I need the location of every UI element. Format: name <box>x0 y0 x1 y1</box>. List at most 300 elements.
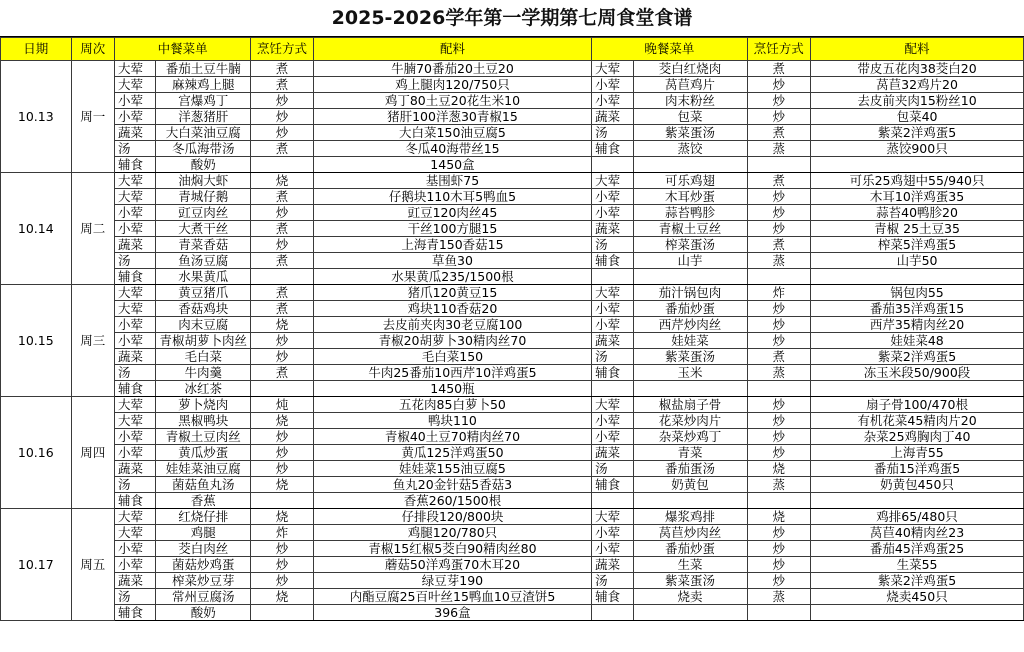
table-row <box>1 333 1024 349</box>
lunch-category-cell: 汤 <box>114 365 155 381</box>
dinner-dish-cell: 生菜 <box>633 557 747 573</box>
dinner-method-cell <box>747 493 811 509</box>
dinner-category-cell: 小荤 <box>592 429 633 445</box>
dinner-ingredients-cell: 莴苣32鸡片20 <box>811 77 1024 93</box>
lunch-category-cell: 小荤 <box>114 333 155 349</box>
lunch-method-cell <box>251 605 314 621</box>
dinner-ingredients-cell: 木耳10洋鸡蛋35 <box>811 189 1024 205</box>
lunch-ingredients-cell: 草鱼30 <box>313 253 591 269</box>
lunch-ingredients-cell: 鸭块110 <box>313 413 591 429</box>
lunch-dish-cell: 红烧仔排 <box>156 509 251 525</box>
dinner-ingredients-cell: 西芹35精肉丝20 <box>811 317 1024 333</box>
dinner-dish-cell: 木耳炒蛋 <box>633 189 747 205</box>
dinner-method-cell: 烧 <box>747 509 811 525</box>
dinner-category-cell: 小荤 <box>592 541 633 557</box>
dinner-ingredients-cell: 紫菜2洋鸡蛋5 <box>811 349 1024 365</box>
table-row <box>1 365 1024 381</box>
dinner-category-cell <box>592 157 633 173</box>
dinner-method-cell: 炒 <box>747 301 811 317</box>
lunch-ingredients-cell: 1450盒 <box>313 157 591 173</box>
lunch-dish-cell: 菌菇鱼丸汤 <box>156 477 251 493</box>
dinner-category-cell: 蔬菜 <box>592 221 633 237</box>
dinner-method-cell: 蒸 <box>747 477 811 493</box>
header-lunch-method: 烹饪方式 <box>251 38 314 61</box>
weekday-cell: 周四 <box>71 397 114 509</box>
dinner-method-cell: 炒 <box>747 429 811 445</box>
dinner-dish-cell: 爆浆鸡排 <box>633 509 747 525</box>
lunch-method-cell: 烧 <box>251 173 314 189</box>
lunch-dish-cell: 冬瓜海带汤 <box>156 141 251 157</box>
lunch-ingredients-cell: 基围虾75 <box>313 173 591 189</box>
lunch-ingredients-cell: 蘑菇50洋鸡蛋70木耳20 <box>313 557 591 573</box>
lunch-category-cell: 大荤 <box>114 397 155 413</box>
lunch-ingredients-cell: 鸡块110香菇20 <box>313 301 591 317</box>
lunch-ingredients-cell: 娃娃菜155油豆腐5 <box>313 461 591 477</box>
lunch-ingredients-cell: 毛白菜150 <box>313 349 591 365</box>
dinner-method-cell: 炒 <box>747 397 811 413</box>
dinner-method-cell: 炒 <box>747 333 811 349</box>
dinner-ingredients-cell: 生菜55 <box>811 557 1024 573</box>
dinner-ingredients-cell: 冻玉米段50/900段 <box>811 365 1024 381</box>
lunch-method-cell: 炒 <box>251 445 314 461</box>
dinner-category-cell: 蔬菜 <box>592 109 633 125</box>
lunch-dish-cell: 常州豆腐汤 <box>156 589 251 605</box>
dinner-dish-cell: 西芹炒肉丝 <box>633 317 747 333</box>
lunch-dish-cell: 麻辣鸡上腿 <box>156 77 251 93</box>
lunch-category-cell: 小荤 <box>114 541 155 557</box>
lunch-method-cell: 煮 <box>251 285 314 301</box>
dinner-category-cell: 小荤 <box>592 77 633 93</box>
lunch-method-cell: 炒 <box>251 333 314 349</box>
lunch-category-cell: 汤 <box>114 141 155 157</box>
lunch-category-cell: 蔬菜 <box>114 349 155 365</box>
table-row <box>1 605 1024 621</box>
dinner-method-cell: 煮 <box>747 125 811 141</box>
lunch-method-cell: 煮 <box>251 301 314 317</box>
lunch-method-cell <box>251 493 314 509</box>
header-week: 周次 <box>71 38 114 61</box>
table-row <box>1 445 1024 461</box>
lunch-dish-cell: 水果黄瓜 <box>156 269 251 285</box>
lunch-ingredients-cell: 黄瓜125洋鸡蛋50 <box>313 445 591 461</box>
table-row <box>1 493 1024 509</box>
dinner-ingredients-cell: 榨菜5洋鸡蛋5 <box>811 237 1024 253</box>
dinner-ingredients-cell: 紫菜2洋鸡蛋5 <box>811 125 1024 141</box>
lunch-method-cell: 煮 <box>251 189 314 205</box>
dinner-ingredients-cell <box>811 157 1024 173</box>
header-row <box>1 38 1024 61</box>
lunch-category-cell: 辅食 <box>114 605 155 621</box>
dinner-method-cell: 炒 <box>747 189 811 205</box>
dinner-dish-cell: 花菜炒肉片 <box>633 413 747 429</box>
dinner-ingredients-cell: 紫菜2洋鸡蛋5 <box>811 573 1024 589</box>
dinner-dish-cell: 茭白红烧肉 <box>633 61 747 77</box>
dinner-category-cell: 辅食 <box>592 141 633 157</box>
menu-body <box>1 61 1024 621</box>
dinner-ingredients-cell: 山芋50 <box>811 253 1024 269</box>
dinner-dish-cell: 蒸饺 <box>633 141 747 157</box>
lunch-category-cell: 蔬菜 <box>114 125 155 141</box>
table-row <box>1 349 1024 365</box>
dinner-method-cell: 蒸 <box>747 365 811 381</box>
dinner-ingredients-cell: 烧卖450只 <box>811 589 1024 605</box>
lunch-method-cell <box>251 269 314 285</box>
lunch-method-cell: 煮 <box>251 365 314 381</box>
lunch-ingredients-cell: 青椒15红椒5茭白90精肉丝80 <box>313 541 591 557</box>
dinner-method-cell: 煮 <box>747 61 811 77</box>
table-row <box>1 205 1024 221</box>
lunch-method-cell: 炒 <box>251 125 314 141</box>
table-row <box>1 525 1024 541</box>
weekday-cell: 周三 <box>71 285 114 397</box>
lunch-category-cell: 汤 <box>114 477 155 493</box>
date-cell: 10.17 <box>1 509 72 621</box>
lunch-ingredients-cell: 内酯豆腐25百叶丝15鸭血10豆渣饼5 <box>313 589 591 605</box>
lunch-category-cell: 小荤 <box>114 445 155 461</box>
dinner-category-cell: 辅食 <box>592 365 633 381</box>
dinner-ingredients-cell: 番茄45洋鸡蛋25 <box>811 541 1024 557</box>
dinner-dish-cell: 山芋 <box>633 253 747 269</box>
dinner-method-cell: 炒 <box>747 205 811 221</box>
lunch-dish-cell: 香蕉 <box>156 493 251 509</box>
lunch-category-cell: 大荤 <box>114 61 155 77</box>
table-row <box>1 317 1024 333</box>
dinner-category-cell <box>592 493 633 509</box>
dinner-category-cell: 大荤 <box>592 509 633 525</box>
dinner-ingredients-cell: 可乐25鸡翅中55/940只 <box>811 173 1024 189</box>
lunch-method-cell: 炒 <box>251 93 314 109</box>
dinner-category-cell: 大荤 <box>592 285 633 301</box>
dinner-dish-cell <box>633 157 747 173</box>
lunch-dish-cell: 酸奶 <box>156 605 251 621</box>
dinner-category-cell: 蔬菜 <box>592 445 633 461</box>
lunch-method-cell: 炒 <box>251 205 314 221</box>
lunch-dish-cell: 黑椒鸭块 <box>156 413 251 429</box>
dinner-category-cell <box>592 605 633 621</box>
lunch-method-cell: 炒 <box>251 237 314 253</box>
dinner-method-cell: 蒸 <box>747 589 811 605</box>
lunch-method-cell: 煮 <box>251 221 314 237</box>
table-row <box>1 61 1024 77</box>
dinner-method-cell: 蒸 <box>747 141 811 157</box>
lunch-method-cell: 炒 <box>251 541 314 557</box>
dinner-category-cell: 汤 <box>592 125 633 141</box>
weekday-cell: 周二 <box>71 173 114 285</box>
lunch-method-cell <box>251 157 314 173</box>
lunch-ingredients-cell: 绿豆芽190 <box>313 573 591 589</box>
lunch-category-cell: 小荤 <box>114 317 155 333</box>
lunch-dish-cell: 青椒土豆肉丝 <box>156 429 251 445</box>
dinner-method-cell: 炒 <box>747 557 811 573</box>
lunch-dish-cell: 大煮干丝 <box>156 221 251 237</box>
table-row <box>1 509 1024 525</box>
lunch-dish-cell: 黄豆猪爪 <box>156 285 251 301</box>
dinner-ingredients-cell: 蒸饺900只 <box>811 141 1024 157</box>
dinner-category-cell: 辅食 <box>592 589 633 605</box>
date-cell: 10.16 <box>1 397 72 509</box>
lunch-dish-cell: 酸奶 <box>156 157 251 173</box>
lunch-dish-cell: 青菜香菇 <box>156 237 251 253</box>
lunch-category-cell: 大荤 <box>114 413 155 429</box>
lunch-dish-cell: 鱼汤豆腐 <box>156 253 251 269</box>
lunch-dish-cell: 青椒胡萝卜肉丝 <box>156 333 251 349</box>
dinner-ingredients-cell: 杂菜25鸡胸肉丁40 <box>811 429 1024 445</box>
date-cell: 10.15 <box>1 285 72 397</box>
lunch-category-cell: 大荤 <box>114 301 155 317</box>
table-row <box>1 189 1024 205</box>
lunch-category-cell: 辅食 <box>114 381 155 397</box>
dinner-ingredients-cell: 莴苣40精肉丝23 <box>811 525 1024 541</box>
dinner-method-cell <box>747 381 811 397</box>
lunch-category-cell: 辅食 <box>114 493 155 509</box>
table-row <box>1 589 1024 605</box>
dinner-category-cell: 辅食 <box>592 253 633 269</box>
date-cell: 10.14 <box>1 173 72 285</box>
lunch-method-cell: 煮 <box>251 141 314 157</box>
dinner-dish-cell: 烧卖 <box>633 589 747 605</box>
dinner-category-cell: 汤 <box>592 461 633 477</box>
lunch-method-cell: 炒 <box>251 109 314 125</box>
lunch-dish-cell: 洋葱猪肝 <box>156 109 251 125</box>
lunch-method-cell: 炒 <box>251 349 314 365</box>
dinner-category-cell <box>592 381 633 397</box>
lunch-method-cell: 炒 <box>251 429 314 445</box>
lunch-dish-cell: 茭白肉丝 <box>156 541 251 557</box>
lunch-category-cell: 小荤 <box>114 205 155 221</box>
lunch-category-cell: 小荤 <box>114 221 155 237</box>
weekday-cell: 周五 <box>71 509 114 621</box>
lunch-ingredients-cell: 上海青150香菇15 <box>313 237 591 253</box>
lunch-method-cell: 炒 <box>251 573 314 589</box>
dinner-ingredients-cell: 有机花菜45精肉片20 <box>811 413 1024 429</box>
table-row <box>1 173 1024 189</box>
dinner-category-cell: 小荤 <box>592 317 633 333</box>
header-dinner-menu: 晚餐菜单 <box>592 38 747 61</box>
lunch-category-cell: 蔬菜 <box>114 237 155 253</box>
dinner-method-cell <box>747 605 811 621</box>
dinner-dish-cell: 杂菜炒鸡丁 <box>633 429 747 445</box>
lunch-method-cell: 炸 <box>251 525 314 541</box>
dinner-method-cell: 炒 <box>747 541 811 557</box>
dinner-method-cell: 炒 <box>747 525 811 541</box>
lunch-category-cell: 汤 <box>114 589 155 605</box>
dinner-dish-cell: 蒜苔鸭胗 <box>633 205 747 221</box>
dinner-category-cell: 小荤 <box>592 93 633 109</box>
dinner-category-cell: 蔬菜 <box>592 557 633 573</box>
lunch-ingredients-cell: 猪爪120黄豆15 <box>313 285 591 301</box>
lunch-ingredients-cell: 五花肉85白萝卜50 <box>313 397 591 413</box>
lunch-category-cell: 小荤 <box>114 93 155 109</box>
table-row <box>1 413 1024 429</box>
dinner-category-cell: 小荤 <box>592 413 633 429</box>
header-lunch-ingredients: 配料 <box>313 38 591 61</box>
dinner-dish-cell <box>633 269 747 285</box>
lunch-category-cell: 大荤 <box>114 509 155 525</box>
table-row <box>1 429 1024 445</box>
table-row <box>1 461 1024 477</box>
lunch-ingredients-cell: 鱼丸20金针菇5香菇3 <box>313 477 591 493</box>
dinner-ingredients-cell <box>811 269 1024 285</box>
lunch-method-cell: 炒 <box>251 557 314 573</box>
dinner-ingredients-cell: 奶黄包450只 <box>811 477 1024 493</box>
lunch-method-cell <box>251 381 314 397</box>
table-row <box>1 141 1024 157</box>
lunch-ingredients-cell: 豇豆120肉丝45 <box>313 205 591 221</box>
table-row <box>1 253 1024 269</box>
dinner-dish-cell <box>633 381 747 397</box>
lunch-dish-cell: 番茄土豆牛腩 <box>156 61 251 77</box>
lunch-ingredients-cell: 鸡上腿肉120/750只 <box>313 77 591 93</box>
dinner-category-cell: 蔬菜 <box>592 333 633 349</box>
lunch-ingredients-cell: 牛腩70番茄20土豆20 <box>313 61 591 77</box>
lunch-category-cell: 大荤 <box>114 285 155 301</box>
lunch-ingredients-cell: 猪肝100洋葱30青椒15 <box>313 109 591 125</box>
dinner-method-cell: 炒 <box>747 317 811 333</box>
dinner-ingredients-cell <box>811 605 1024 621</box>
table-row <box>1 269 1024 285</box>
lunch-method-cell: 煮 <box>251 61 314 77</box>
lunch-category-cell: 大荤 <box>114 525 155 541</box>
dinner-method-cell: 煮 <box>747 237 811 253</box>
lunch-dish-cell: 豇豆肉丝 <box>156 205 251 221</box>
dinner-ingredients-cell: 去皮前夹肉15粉丝10 <box>811 93 1024 109</box>
lunch-method-cell: 炖 <box>251 397 314 413</box>
lunch-method-cell: 煮 <box>251 253 314 269</box>
dinner-ingredients-cell: 番茄35洋鸡蛋15 <box>811 301 1024 317</box>
dinner-ingredients-cell: 锅包肉55 <box>811 285 1024 301</box>
table-row <box>1 285 1024 301</box>
table-row <box>1 541 1024 557</box>
dinner-method-cell: 炒 <box>747 221 811 237</box>
dinner-ingredients-cell: 番茄15洋鸡蛋5 <box>811 461 1024 477</box>
dinner-category-cell: 大荤 <box>592 173 633 189</box>
dinner-method-cell: 炒 <box>747 573 811 589</box>
date-cell: 10.13 <box>1 61 72 173</box>
lunch-dish-cell: 大白菜油豆腐 <box>156 125 251 141</box>
dinner-method-cell: 蒸 <box>747 253 811 269</box>
header-dinner-method: 烹饪方式 <box>747 38 811 61</box>
lunch-category-cell: 辅食 <box>114 157 155 173</box>
dinner-ingredients-cell <box>811 381 1024 397</box>
dinner-ingredients-cell: 带皮五花肉38茭白20 <box>811 61 1024 77</box>
dinner-dish-cell: 可乐鸡翅 <box>633 173 747 189</box>
dinner-method-cell <box>747 157 811 173</box>
dinner-ingredients-cell: 蒜苔40鸭胗20 <box>811 205 1024 221</box>
lunch-ingredients-cell: 396盒 <box>313 605 591 621</box>
lunch-method-cell: 烧 <box>251 589 314 605</box>
table-row <box>1 573 1024 589</box>
lunch-dish-cell: 牛肉羹 <box>156 365 251 381</box>
dinner-category-cell <box>592 269 633 285</box>
dinner-dish-cell: 莴苣炒肉丝 <box>633 525 747 541</box>
weekday-cell: 周一 <box>71 61 114 173</box>
dinner-method-cell: 炒 <box>747 445 811 461</box>
lunch-dish-cell: 菌菇炒鸡蛋 <box>156 557 251 573</box>
lunch-dish-cell: 榨菜炒豆芽 <box>156 573 251 589</box>
dinner-method-cell <box>747 269 811 285</box>
lunch-category-cell: 蔬菜 <box>114 573 155 589</box>
table-row <box>1 221 1024 237</box>
dinner-method-cell: 炸 <box>747 285 811 301</box>
lunch-category-cell: 小荤 <box>114 429 155 445</box>
dinner-category-cell: 小荤 <box>592 301 633 317</box>
lunch-ingredients-cell: 仔鹅块110木耳5鸭血5 <box>313 189 591 205</box>
dinner-ingredients-cell: 包菜40 <box>811 109 1024 125</box>
dinner-dish-cell: 紫菜蛋汤 <box>633 573 747 589</box>
lunch-method-cell: 煮 <box>251 77 314 93</box>
dinner-method-cell: 炒 <box>747 93 811 109</box>
dinner-dish-cell: 番茄炒蛋 <box>633 301 747 317</box>
lunch-dish-cell: 肉末豆腐 <box>156 317 251 333</box>
dinner-dish-cell: 紫菜蛋汤 <box>633 125 747 141</box>
table-row <box>1 237 1024 253</box>
header-lunch-menu: 中餐菜单 <box>114 38 250 61</box>
table-row <box>1 109 1024 125</box>
dinner-category-cell: 辅食 <box>592 477 633 493</box>
lunch-dish-cell: 冰红茶 <box>156 381 251 397</box>
lunch-ingredients-cell: 牛肉25番茄10西芹10洋鸡蛋5 <box>313 365 591 381</box>
dinner-category-cell: 大荤 <box>592 61 633 77</box>
header-dinner-ingredients: 配料 <box>811 38 1024 61</box>
dinner-method-cell: 炒 <box>747 109 811 125</box>
table-row <box>1 477 1024 493</box>
menu-table <box>0 37 1024 621</box>
header-date: 日期 <box>1 38 72 61</box>
lunch-method-cell: 烧 <box>251 413 314 429</box>
dinner-ingredients-cell <box>811 493 1024 509</box>
lunch-ingredients-cell: 鸡丁80土豆20花生米10 <box>313 93 591 109</box>
lunch-ingredients-cell: 香蕉260/1500根 <box>313 493 591 509</box>
lunch-ingredients-cell: 1450瓶 <box>313 381 591 397</box>
table-row <box>1 381 1024 397</box>
dinner-category-cell: 小荤 <box>592 205 633 221</box>
dinner-dish-cell: 莴苣鸡片 <box>633 77 747 93</box>
lunch-dish-cell: 香菇鸡块 <box>156 301 251 317</box>
dinner-category-cell: 汤 <box>592 573 633 589</box>
lunch-dish-cell: 宫爆鸡丁 <box>156 93 251 109</box>
dinner-dish-cell: 番茄蛋汤 <box>633 461 747 477</box>
lunch-ingredients-cell: 干丝100方腿15 <box>313 221 591 237</box>
dinner-category-cell: 小荤 <box>592 525 633 541</box>
dinner-category-cell: 大荤 <box>592 397 633 413</box>
lunch-dish-cell: 娃娃菜油豆腐 <box>156 461 251 477</box>
lunch-method-cell: 烧 <box>251 477 314 493</box>
dinner-method-cell: 煮 <box>747 173 811 189</box>
dinner-dish-cell: 奶黄包 <box>633 477 747 493</box>
dinner-method-cell: 炒 <box>747 77 811 93</box>
dinner-dish-cell <box>633 493 747 509</box>
dinner-ingredients-cell: 鸡排65/480只 <box>811 509 1024 525</box>
lunch-ingredients-cell: 鸡腿120/780只 <box>313 525 591 541</box>
dinner-dish-cell: 肉末粉丝 <box>633 93 747 109</box>
lunch-ingredients-cell: 大白菜150油豆腐5 <box>313 125 591 141</box>
dinner-category-cell: 汤 <box>592 237 633 253</box>
dinner-ingredients-cell: 扇子骨100/470根 <box>811 397 1024 413</box>
table-row <box>1 301 1024 317</box>
table-row <box>1 93 1024 109</box>
lunch-category-cell: 大荤 <box>114 77 155 93</box>
lunch-ingredients-cell: 仔排段120/800块 <box>313 509 591 525</box>
lunch-method-cell: 烧 <box>251 317 314 333</box>
table-row <box>1 157 1024 173</box>
lunch-category-cell: 汤 <box>114 253 155 269</box>
dinner-category-cell: 小荤 <box>592 189 633 205</box>
page-title: 2025-2026学年第一学期第七周食堂食谱 <box>0 0 1024 37</box>
lunch-dish-cell: 油焖大虾 <box>156 173 251 189</box>
dinner-ingredients-cell: 娃娃菜48 <box>811 333 1024 349</box>
dinner-ingredients-cell: 上海青55 <box>811 445 1024 461</box>
lunch-method-cell: 烧 <box>251 509 314 525</box>
